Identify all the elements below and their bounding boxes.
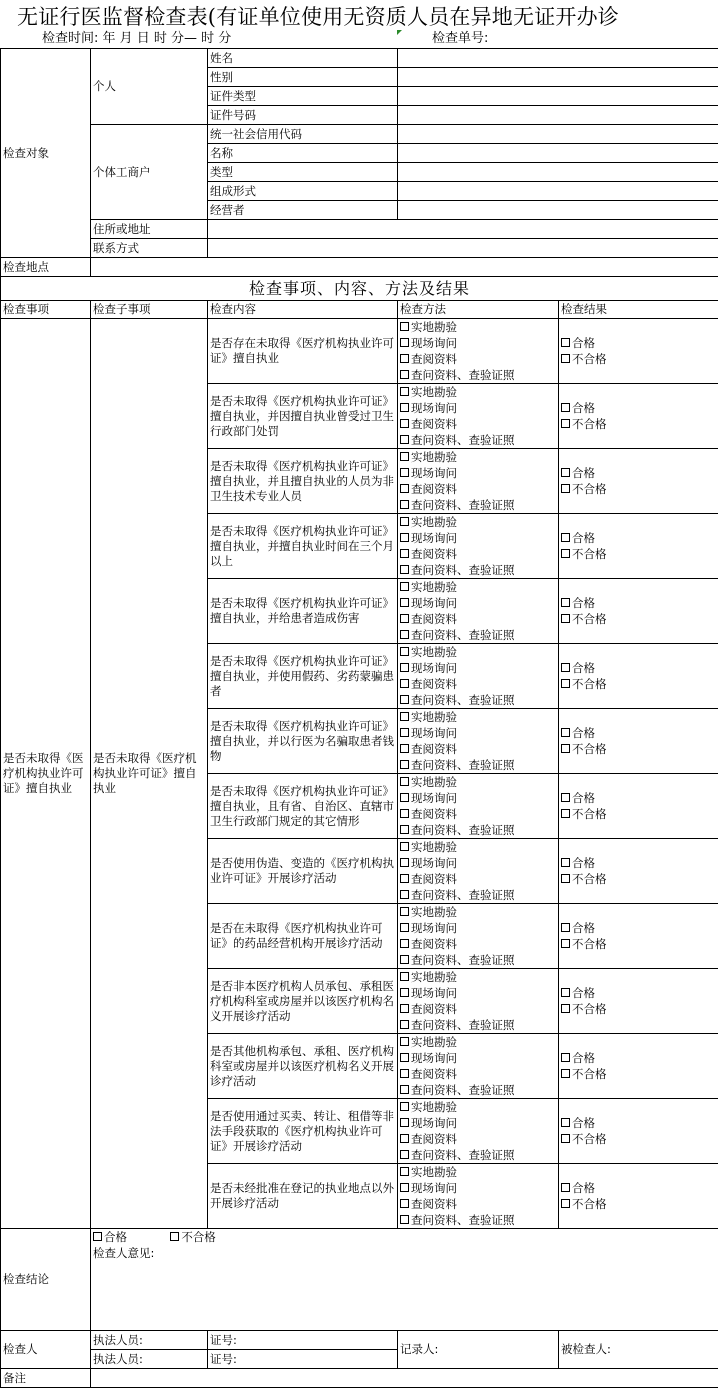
checkbox-icon: [400, 549, 409, 558]
check-results: [559, 904, 718, 969]
check-content: 是否未取得《医疗机构执业许可证》擅自执业，并使用假药、劣药蒙骗患者: [208, 644, 398, 709]
form-title: 无证行医监督检查表(有证单位使用无资质人员在异地无证开办诊: [0, 0, 718, 30]
check-items: [1, 319, 718, 1229]
check-methods: [398, 969, 559, 1034]
checkbox-icon: [400, 517, 409, 526]
officer-label-1: 执法人员:: [91, 1331, 208, 1350]
field-label: 经营者: [208, 201, 398, 220]
check-results: [559, 839, 718, 904]
method-option[interactable]: 查阅资料: [400, 351, 556, 367]
result-option[interactable]: 合格: [561, 855, 716, 871]
method-option[interactable]: 现场询问: [400, 595, 556, 611]
checkbox-icon: [400, 468, 409, 477]
checkbox-icon: [561, 1183, 570, 1192]
check-subitem: 是否未取得《医疗机构执业许可证》擅自执业: [91, 319, 208, 1229]
result-option[interactable]: 合格: [561, 725, 716, 741]
checkbox-icon: [400, 614, 409, 623]
method-option[interactable]: 现场询问: [400, 1180, 556, 1196]
method-option[interactable]: 实地勘验: [400, 1164, 556, 1180]
check-methods: [398, 579, 559, 644]
inspection-time-label: 检查时间: 年 月 日 时 分— 时 分: [42, 30, 231, 48]
check-content: 是否未取得《医疗机构执业许可证》擅自执业，并给患者造成伤害: [208, 579, 398, 644]
result-option[interactable]: 不合格: [561, 416, 716, 432]
method-option[interactable]: 实地勘验: [400, 709, 556, 725]
checkbox-icon: [400, 874, 409, 883]
method-option[interactable]: 查问资料、查验证照: [400, 497, 556, 513]
checkbox-icon: [400, 582, 409, 591]
method-option[interactable]: 查问资料、查验证照: [400, 1147, 556, 1163]
checkbox-icon: [561, 354, 570, 363]
checkbox-icon: [561, 988, 570, 997]
checkbox-icon: [561, 1118, 570, 1127]
field-value[interactable]: [398, 49, 718, 68]
method-option[interactable]: 现场询问: [400, 465, 556, 481]
method-option[interactable]: 查问资料、查验证照: [400, 757, 556, 773]
method-option[interactable]: 查阅资料: [400, 1196, 556, 1212]
method-option[interactable]: 查问资料、查验证照: [400, 952, 556, 968]
check-content: 是否使用伪造、变造的《医疗机构执业许可证》开展诊疗活动: [208, 839, 398, 904]
method-option[interactable]: 实地勘验: [400, 969, 556, 985]
method-option[interactable]: 现场询问: [400, 985, 556, 1001]
method-option[interactable]: 现场询问: [400, 335, 556, 351]
checkbox-icon: [561, 1004, 570, 1013]
checkbox-icon: [561, 939, 570, 948]
method-option[interactable]: 查问资料、查验证照: [400, 562, 556, 578]
checkbox-icon: [561, 793, 570, 802]
method-option[interactable]: 实地勘验: [400, 449, 556, 465]
remark-value[interactable]: [91, 1369, 718, 1388]
checkbox-icon: [400, 370, 409, 379]
check-results: [559, 449, 718, 514]
address-label: 住所或地址: [91, 220, 208, 239]
method-option[interactable]: 现场询问: [400, 855, 556, 871]
method-option[interactable]: 查阅资料: [400, 416, 556, 432]
result-option[interactable]: 不合格: [561, 1196, 716, 1212]
inspector-label: 检查人: [1, 1331, 91, 1369]
result-option[interactable]: 不合格: [561, 1131, 716, 1147]
checkbox-icon: [400, 679, 409, 688]
check-results: [559, 644, 718, 709]
checkbox-icon: [400, 1085, 409, 1094]
check-methods: [398, 904, 559, 969]
checkbox-icon: [561, 728, 570, 737]
field-label: 姓名: [208, 49, 398, 68]
checkbox-icon: [400, 1215, 409, 1224]
cell-comment-marker: [397, 30, 402, 35]
result-option[interactable]: 合格: [561, 335, 716, 351]
checkbox-icon: [400, 842, 409, 851]
cert-label-2: 证号:: [208, 1350, 398, 1369]
checkbox-icon: [400, 1102, 409, 1111]
check-content: 是否未取得《医疗机构执业许可证》擅自执业，且有省、自治区、直辖市卫生行政部门规定的其它情形: [208, 774, 398, 839]
field-value[interactable]: [398, 182, 718, 201]
result-option[interactable]: 合格: [561, 1180, 716, 1196]
checkbox-icon: [400, 744, 409, 753]
method-option[interactable]: 查问资料、查验证照: [400, 1082, 556, 1098]
checkbox-icon: [400, 1118, 409, 1127]
checkbox-icon: [561, 419, 570, 428]
result-option[interactable]: 合格: [561, 595, 716, 611]
checkbox-icon: [561, 858, 570, 867]
check-methods: [398, 449, 559, 514]
checkbox-icon: [400, 565, 409, 574]
checkbox-icon: [561, 1134, 570, 1143]
result-option[interactable]: 合格: [561, 920, 716, 936]
check-results: [559, 969, 718, 1034]
check-content: 是否未取得《医疗机构执业许可证》擅自执业，并因擅自执业曾受过卫生行政部门处罚: [208, 384, 398, 449]
location-value[interactable]: [91, 258, 718, 277]
check-content: 是否其他机构承包、承租、医疗机构科室或房屋并以该医疗机构名义开展诊疗活动: [208, 1034, 398, 1099]
field-value[interactable]: [398, 163, 718, 182]
checkbox-icon: [400, 630, 409, 639]
result-option[interactable]: 不合格: [561, 611, 716, 627]
method-option[interactable]: 实地勘验: [400, 1099, 556, 1115]
checkbox-icon: [561, 1053, 570, 1062]
header-method: 检查方法: [398, 301, 559, 319]
inspection-number-label: 检查单号:: [432, 30, 488, 48]
method-option[interactable]: 现场询问: [400, 790, 556, 806]
checkbox-icon: [400, 403, 409, 412]
check-methods: [398, 774, 559, 839]
method-option[interactable]: 查阅资料: [400, 936, 556, 952]
checkbox-icon: [400, 728, 409, 737]
checkbox-icon: [561, 484, 570, 493]
method-option[interactable]: 查问资料、查验证照: [400, 822, 556, 838]
check-results: [559, 384, 718, 449]
method-option[interactable]: 实地勘验: [400, 579, 556, 595]
checkbox-icon: [400, 793, 409, 802]
checkbox-icon: [400, 387, 409, 396]
check-methods: [398, 839, 559, 904]
field-label: 类型: [208, 163, 398, 182]
field-value[interactable]: [398, 201, 718, 220]
check-results: [559, 579, 718, 644]
footer-section: [1, 1229, 718, 1388]
check-content: 是否在未取得《医疗机构执业许可证》的药品经营机构开展诊疗活动: [208, 904, 398, 969]
header-item: 检查事项: [1, 301, 91, 319]
checkbox-icon: [400, 858, 409, 867]
check-results: [559, 319, 718, 384]
result-option[interactable]: 不合格: [561, 546, 716, 562]
checkbox-icon: [400, 712, 409, 721]
result-option[interactable]: 不合格: [561, 741, 716, 757]
result-option[interactable]: 合格: [561, 465, 716, 481]
method-option[interactable]: 查阅资料: [400, 741, 556, 757]
method-option[interactable]: 查阅资料: [400, 676, 556, 692]
subject-section: [1, 49, 718, 258]
check-results: [559, 1034, 718, 1099]
inspected-person-label: 被检查人:: [559, 1331, 718, 1369]
checkbox-icon: [561, 809, 570, 818]
method-option[interactable]: 查问资料、查验证照: [400, 887, 556, 903]
method-option[interactable]: 查阅资料: [400, 546, 556, 562]
checkbox-icon: [400, 598, 409, 607]
result-option[interactable]: 合格: [561, 1050, 716, 1066]
field-value[interactable]: [398, 106, 718, 125]
checkbox-icon: [400, 939, 409, 948]
result-option[interactable]: 不合格: [561, 351, 716, 367]
method-option[interactable]: 实地勘验: [400, 904, 556, 920]
method-option[interactable]: 实地勘验: [400, 774, 556, 790]
method-option[interactable]: 查问资料、查验证照: [400, 1212, 556, 1228]
checkbox-icon: [561, 923, 570, 932]
result-option[interactable]: 不合格: [561, 1001, 716, 1017]
check-content: 是否存在未取得《医疗机构执业许可证》擅自执业: [208, 319, 398, 384]
checkbox-icon: [561, 598, 570, 607]
checkbox-icon: [400, 452, 409, 461]
result-option[interactable]: 合格: [561, 400, 716, 416]
checkbox-icon: [400, 1183, 409, 1192]
method-option[interactable]: 现场询问: [400, 400, 556, 416]
checkbox-icon: [400, 419, 409, 428]
inspector-opinion-label: 检查人意见:: [93, 1245, 716, 1261]
method-option[interactable]: 查阅资料: [400, 1131, 556, 1147]
checkbox-icon: [400, 1037, 409, 1046]
check-methods: [398, 1164, 559, 1229]
checkbox-icon: [561, 1069, 570, 1078]
checkbox-icon: [400, 1020, 409, 1029]
checkbox-icon: [400, 435, 409, 444]
method-option[interactable]: 查阅资料: [400, 1066, 556, 1082]
field-label: 性别: [208, 68, 398, 87]
address-value[interactable]: [208, 220, 718, 239]
checkbox-icon: [400, 825, 409, 834]
method-option[interactable]: 查问资料、查验证照: [400, 432, 556, 448]
field-label: 组成形式: [208, 182, 398, 201]
result-option[interactable]: 合格: [561, 530, 716, 546]
method-option[interactable]: 查阅资料: [400, 611, 556, 627]
check-content: 是否未取得《医疗机构执业许可证》擅自执业，并且擅自执业的人员为非卫生技术专业人员: [208, 449, 398, 514]
check-methods: [398, 644, 559, 709]
result-option[interactable]: 不合格: [561, 676, 716, 692]
checkbox-icon: [400, 1053, 409, 1062]
checkbox-icon: [400, 923, 409, 932]
field-value[interactable]: [398, 68, 718, 87]
method-option[interactable]: 查问资料、查验证照: [400, 627, 556, 643]
checkbox-icon: [400, 972, 409, 981]
check-content: 是否未经批准在登记的执业地点以外开展诊疗活动: [208, 1164, 398, 1229]
checkbox-icon: [400, 354, 409, 363]
check-methods: [398, 384, 559, 449]
checkbox-icon: [400, 338, 409, 347]
checkbox-icon: [400, 907, 409, 916]
method-option[interactable]: 查阅资料: [400, 481, 556, 497]
result-option[interactable]: 合格: [561, 985, 716, 1001]
method-option[interactable]: 现场询问: [400, 660, 556, 676]
conclusion-cell: [91, 1229, 718, 1331]
checkbox-icon: [400, 760, 409, 769]
business-label: 个体工商户: [91, 125, 208, 220]
checkbox-icon: [400, 1004, 409, 1013]
result-option[interactable]: 不合格: [561, 806, 716, 822]
form-meta: [0, 30, 718, 48]
recorder-label: 记录人:: [398, 1331, 559, 1369]
field-label: 统一社会信用代码: [208, 125, 398, 144]
officer-label-2: 执法人员:: [91, 1350, 208, 1369]
method-option[interactable]: 实地勘验: [400, 384, 556, 400]
result-option[interactable]: 不合格: [561, 1066, 716, 1082]
check-methods: [398, 709, 559, 774]
checkbox-icon: [400, 890, 409, 899]
result-option[interactable]: 合格: [561, 1115, 716, 1131]
check-methods: [398, 1034, 559, 1099]
method-option[interactable]: 查问资料、查验证照: [400, 692, 556, 708]
checkbox-icon: [561, 663, 570, 672]
checkbox-icon: [400, 955, 409, 964]
field-label: 证件号码: [208, 106, 398, 125]
method-option[interactable]: 查阅资料: [400, 1001, 556, 1017]
conclusion-fail-option[interactable]: 不合格: [170, 1230, 216, 1244]
method-option[interactable]: 实地勘验: [400, 319, 556, 335]
checkbox-icon: [400, 484, 409, 493]
conclusion-label: 检查结论: [1, 1229, 91, 1331]
checkbox-icon: [170, 1232, 179, 1241]
checkbox-icon: [400, 1134, 409, 1143]
method-option[interactable]: 实地勘验: [400, 514, 556, 530]
checkbox-icon: [561, 403, 570, 412]
header-content: 检查内容: [208, 301, 398, 319]
check-results: [559, 1099, 718, 1164]
method-option[interactable]: 查阅资料: [400, 806, 556, 822]
section-title: 检查事项、内容、方法及结果: [1, 277, 718, 301]
checkbox-icon: [400, 647, 409, 656]
result-option[interactable]: 不合格: [561, 481, 716, 497]
check-results: [559, 514, 718, 579]
contact-label: 联系方式: [91, 239, 208, 258]
field-value[interactable]: [398, 125, 718, 144]
check-content: 是否非本医疗机构人员承包、承租医疗机构科室或房屋并以该医疗机构名义开展诊疗活动: [208, 969, 398, 1034]
field-label: 证件类型: [208, 87, 398, 106]
location-section: [1, 258, 718, 319]
method-option[interactable]: 现场询问: [400, 530, 556, 546]
checkbox-icon: [561, 338, 570, 347]
check-methods: [398, 319, 559, 384]
subject-label: 检查对象: [1, 49, 91, 258]
check-methods: [398, 514, 559, 579]
contact-value[interactable]: [208, 239, 718, 258]
checkbox-icon: [93, 1232, 102, 1241]
check-content: 是否使用通过买卖、转让、租借等非法手段获取的《医疗机构执业许可证》开展诊疗活动: [208, 1099, 398, 1164]
check-results: [559, 774, 718, 839]
checkbox-icon: [561, 549, 570, 558]
checkbox-icon: [400, 663, 409, 672]
checkbox-icon: [561, 468, 570, 477]
remark-label: 备注: [1, 1369, 91, 1388]
check-methods: [398, 1099, 559, 1164]
checkbox-icon: [400, 1167, 409, 1176]
checkbox-icon: [561, 533, 570, 542]
method-option[interactable]: 现场询问: [400, 1115, 556, 1131]
header-subitem: 检查子事项: [91, 301, 208, 319]
method-option[interactable]: 实地勘验: [400, 1034, 556, 1050]
method-option[interactable]: 现场询问: [400, 1050, 556, 1066]
header-result: 检查结果: [559, 301, 718, 319]
check-results: [559, 709, 718, 774]
result-option[interactable]: 合格: [561, 660, 716, 676]
cert-label-1: 证号:: [208, 1331, 398, 1350]
checkbox-icon: [400, 809, 409, 818]
form-table: [0, 48, 718, 1388]
method-option[interactable]: 实地勘验: [400, 644, 556, 660]
check-content: 是否未取得《医疗机构执业许可证》擅自执业，并以行医为名骗取患者钱物: [208, 709, 398, 774]
checkbox-icon: [400, 988, 409, 997]
result-option[interactable]: 不合格: [561, 936, 716, 952]
checkbox-icon: [400, 322, 409, 331]
conclusion-pass-option[interactable]: 合格: [93, 1230, 127, 1244]
result-option[interactable]: 合格: [561, 790, 716, 806]
location-label: 检查地点: [1, 258, 91, 277]
field-label: 名称: [208, 144, 398, 163]
method-option[interactable]: 查问资料、查验证照: [400, 1017, 556, 1033]
checkbox-icon: [561, 679, 570, 688]
method-option[interactable]: 现场询问: [400, 725, 556, 741]
check-results: [559, 1164, 718, 1229]
checkbox-icon: [561, 1199, 570, 1208]
method-option[interactable]: 实地勘验: [400, 839, 556, 855]
result-option[interactable]: 不合格: [561, 871, 716, 887]
checkbox-icon: [400, 695, 409, 704]
checkbox-icon: [561, 614, 570, 623]
checkbox-icon: [400, 500, 409, 509]
individual-label: 个人: [91, 49, 208, 125]
method-option[interactable]: 查阅资料: [400, 871, 556, 887]
checkbox-icon: [400, 533, 409, 542]
method-option[interactable]: 现场询问: [400, 920, 556, 936]
field-value[interactable]: [398, 87, 718, 106]
checkbox-icon: [400, 777, 409, 786]
checkbox-icon: [400, 1150, 409, 1159]
checkbox-icon: [561, 744, 570, 753]
check-item: 是否未取得《医疗机构执业许可证》擅自执业: [1, 319, 91, 1229]
checkbox-icon: [400, 1069, 409, 1078]
checkbox-icon: [400, 1199, 409, 1208]
field-value[interactable]: [398, 144, 718, 163]
checkbox-icon: [561, 874, 570, 883]
method-option[interactable]: 查问资料、查验证照: [400, 367, 556, 383]
check-content: 是否未取得《医疗机构执业许可证》擅自执业，并擅自执业时间在三个月以上: [208, 514, 398, 579]
